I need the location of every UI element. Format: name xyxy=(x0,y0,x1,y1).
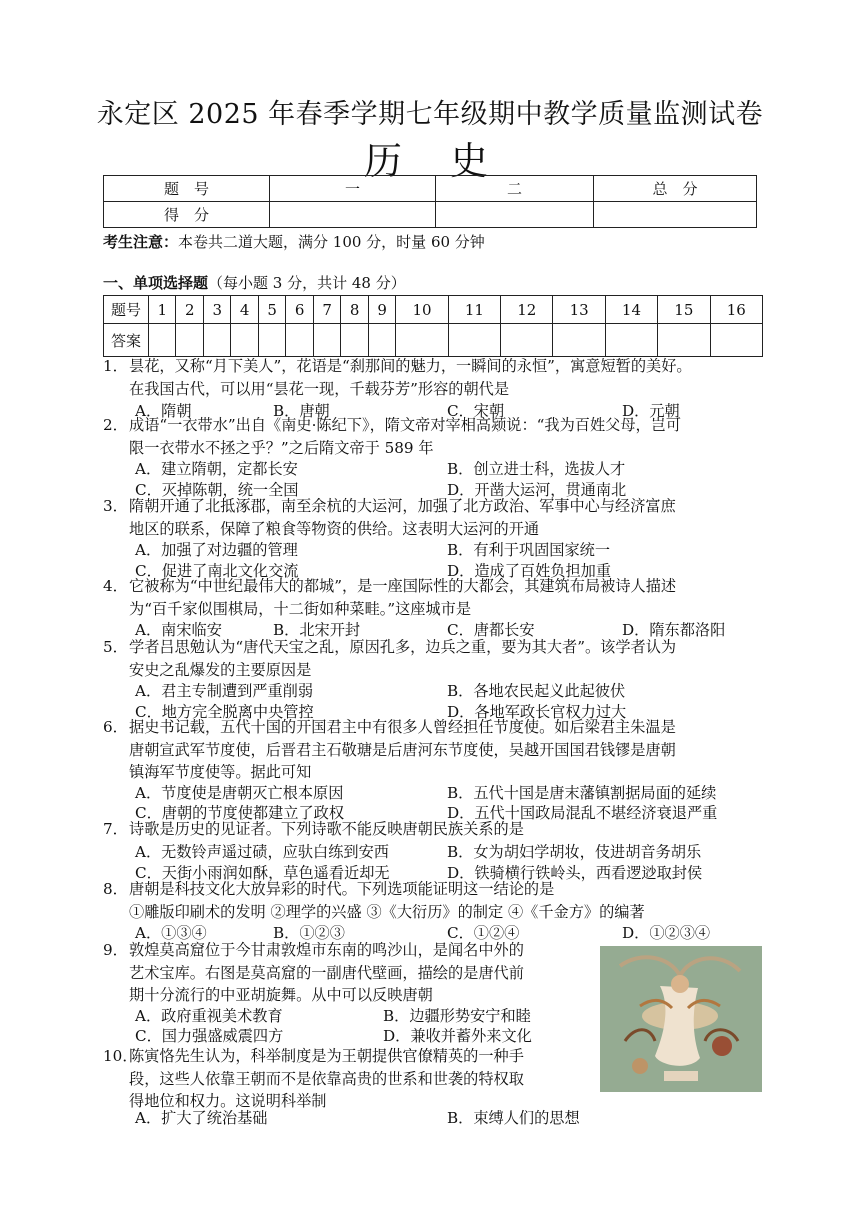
dunhuang-mural-image xyxy=(600,946,762,1092)
option[interactable]: D．五代十国政局混乱不堪经济衰退严重 xyxy=(447,804,718,822)
section-heading xyxy=(103,272,406,293)
score-table-cell: 题 号 xyxy=(104,176,270,202)
option[interactable]: B．①②③ xyxy=(273,924,345,942)
answer-cell[interactable] xyxy=(605,324,657,357)
answer-table-label: 答案 xyxy=(104,324,149,357)
question-number-cell: 2 xyxy=(176,296,203,324)
notice-label: 考生注意： xyxy=(103,233,179,251)
option[interactable]: C．唐朝的节度使都建立了政权 xyxy=(135,804,345,822)
question-text: 诗歌是历史的见证者。下列诗歌不能反映唐朝民族关系的是 xyxy=(129,820,524,838)
answer-cell[interactable] xyxy=(258,324,285,357)
option[interactable]: B．北宋开封 xyxy=(273,621,361,639)
question-text: 期十分流行的中亚胡旋舞。从中可以反映唐朝 xyxy=(129,986,433,1004)
question-number-cell: 8 xyxy=(341,296,368,324)
question-number-cell: 10 xyxy=(396,296,448,324)
question-number: 3． xyxy=(103,497,128,515)
question-number-cell: 5 xyxy=(258,296,285,324)
question-text: 唐朝宣武军节度使，后晋君主石敬瑭是后唐河东节度使，吴越开国国君钱镠是唐朝 xyxy=(129,740,676,759)
question-number-cell: 13 xyxy=(553,296,605,324)
answer-cell[interactable] xyxy=(341,324,368,357)
option[interactable]: C．促进了南北文化交流 xyxy=(135,562,299,580)
option[interactable]: A．扩大了统治基础 xyxy=(135,1109,268,1127)
option[interactable]: D．铁骑横行铁岭头，西看逻逤取封侯 xyxy=(447,864,703,882)
score-table-cell: 一 xyxy=(270,176,436,202)
answer-cell[interactable] xyxy=(286,324,313,357)
option[interactable]: A．君主专制遭到严重削弱 xyxy=(135,682,314,700)
question-number-cell: 9 xyxy=(368,296,395,324)
notice-text: 本卷共二道大题，满分 100 分，时量 60 分钟 xyxy=(178,233,485,251)
option[interactable]: B．五代十国是唐末藩镇割据局面的延续 xyxy=(447,784,717,802)
option[interactable]: B．女为胡妇学胡妆，伎进胡音务胡乐 xyxy=(447,843,702,861)
question-number: 6． xyxy=(103,718,128,736)
section-title: 一、单项选择题 xyxy=(103,274,209,292)
option[interactable]: C．灭掉陈朝，统一全国 xyxy=(135,481,299,499)
question-7 xyxy=(103,818,763,841)
question-number-cell: 14 xyxy=(605,296,657,324)
score-input-cell[interactable] xyxy=(270,202,436,228)
option[interactable]: D．造成了百姓负担加重 xyxy=(447,562,612,580)
question-number-cell: 3 xyxy=(203,296,230,324)
question-text: 昙花，又称“月下美人”，花语是“刹那间的魅力，一瞬间的永恒”，寓意短暂的美好。 xyxy=(129,357,692,375)
subject-title: 历史 xyxy=(363,139,536,183)
option[interactable]: B．唐朝 xyxy=(273,402,330,420)
option[interactable]: C．地方完全脱离中央管控 xyxy=(135,703,314,721)
question-9 xyxy=(103,939,598,1007)
section-note: （每小题 3 分，共计 48 分） xyxy=(208,274,406,292)
question-4 xyxy=(103,575,763,620)
score-table-cell: 得 分 xyxy=(104,202,270,228)
answer-cell[interactable] xyxy=(313,324,340,357)
answer-cell[interactable] xyxy=(448,324,500,357)
answer-cell[interactable] xyxy=(203,324,230,357)
option[interactable]: B．边疆形势安宁和睦 xyxy=(383,1007,531,1025)
answer-table-label: 题号 xyxy=(104,296,149,324)
question-number: 9． xyxy=(103,941,128,959)
option[interactable]: C．①②④ xyxy=(447,924,520,942)
question-text: 唐朝是科技文化大放异彩的时代。下列选项能证明这一结论的是 xyxy=(129,880,555,898)
option[interactable]: C．宋朝 xyxy=(447,402,505,420)
exam-title: 永定区 2025 年春季学期七年级期中教学质量监测试卷 xyxy=(96,99,764,130)
question-number: 8． xyxy=(103,880,128,898)
question-8 xyxy=(103,878,763,923)
question-text: 段，这些人依靠王朝而不是依靠高贵的世系和世袭的特权取 xyxy=(129,1069,524,1088)
question-text: 学者吕思勉认为“唐代天宝之乱，原因孔多，边兵之重，要为其大者”。该学者认为 xyxy=(129,638,677,656)
option[interactable]: C．唐都长安 xyxy=(447,621,535,639)
question-number-cell: 6 xyxy=(286,296,313,324)
question-text: 限一衣带水不拯之乎？”之后隋文帝于 589 年 xyxy=(129,438,434,457)
question-text: 在我国古代，可以用“昙花一现，千载芬芳”形容的朝代是 xyxy=(129,379,510,398)
question-number: 7． xyxy=(103,820,128,838)
answer-cell[interactable] xyxy=(231,324,258,357)
answer-cell[interactable] xyxy=(553,324,605,357)
option[interactable]: A．南宋临安 xyxy=(135,621,222,639)
option[interactable]: B．创立进士科，选拔人才 xyxy=(447,460,626,478)
question-2 xyxy=(103,414,763,459)
question-text: 敦煌莫高窟位于今甘肃敦煌市东南的鸣沙山，是闻名中外的 xyxy=(129,941,524,959)
exam-notice xyxy=(103,231,485,252)
option[interactable]: D．开凿大运河，贯通南北 xyxy=(447,481,627,499)
score-table-cell: 二 xyxy=(436,176,594,202)
answer-cell[interactable] xyxy=(368,324,395,357)
option[interactable]: B．有利于巩固国家统一 xyxy=(447,541,611,559)
answer-cell[interactable] xyxy=(176,324,203,357)
question-number-cell: 1 xyxy=(149,296,176,324)
option[interactable]: A．建立隋朝，定都长安 xyxy=(135,460,298,478)
option[interactable]: D．①②③④ xyxy=(622,924,711,942)
score-input-cell[interactable] xyxy=(436,202,594,228)
question-text: 得地位和权力。这说明科举制 xyxy=(129,1092,327,1110)
question-text: 隋朝开通了北抵涿郡，南至余杭的大运河，加强了北方政治、军事中心与经济富庶 xyxy=(129,497,676,515)
score-input-cell[interactable] xyxy=(594,202,757,228)
option[interactable]: C．天街小雨润如酥，草色遥看近却无 xyxy=(135,864,390,882)
question-6 xyxy=(103,716,763,784)
question-text: 据史书记载，五代十国的开国君主中有很多人曾经担任节度使。如后梁君主朱温是 xyxy=(129,718,676,736)
question-number: 2． xyxy=(103,416,128,434)
question-1 xyxy=(103,355,763,400)
option[interactable]: A．无数铃声遥过碛，应驮白练到安西 xyxy=(135,843,389,861)
question-10 xyxy=(103,1045,598,1113)
question-number-cell: 4 xyxy=(231,296,258,324)
question-text: 成语“一衣带水”出自《南史·陈纪下》，隋文帝对宰相高颎说：“我为百姓父母，岂可 xyxy=(129,416,682,434)
answer-cell[interactable] xyxy=(501,324,553,357)
option[interactable]: B．各地农民起义此起彼伏 xyxy=(447,682,626,700)
question-5 xyxy=(103,636,763,681)
option[interactable]: D．兼收并蓄外来文化 xyxy=(383,1027,532,1045)
answer-cell[interactable] xyxy=(710,324,762,357)
question-number-cell: 12 xyxy=(501,296,553,324)
question-number: 4． xyxy=(103,577,128,595)
question-number-cell: 11 xyxy=(448,296,500,324)
question-text: 为“百千家似围棋局，十二街如种菜畦。”这座城市是 xyxy=(129,599,472,618)
option[interactable]: A．隋朝 xyxy=(135,402,192,420)
question-text: 地区的联系，保障了粮食等物资的供给。这表明大运河的开通 xyxy=(129,519,540,538)
option[interactable]: D．各地军政长官权力过大 xyxy=(447,703,627,721)
score-table-cell: 总 分 xyxy=(594,176,757,202)
question-number: 1． xyxy=(103,357,128,375)
question-3 xyxy=(103,495,763,540)
question-text: 艺术宝库。右图是莫高窟的一副唐代壁画，描绘的是唐代前 xyxy=(129,963,524,982)
question-text: ①雕版印刷术的发明 ②理学的兴盛 ③《大衍历》的制定 ④《千金方》的编著 xyxy=(129,902,645,921)
question-number-cell: 16 xyxy=(710,296,762,324)
question-text: 它被称为“中世纪最伟大的都城”，是一座国际性的大都会，其建筑布局被诗人描述 xyxy=(129,577,677,595)
option[interactable]: A．政府重视美术教育 xyxy=(135,1007,283,1025)
option[interactable]: D．元朝 xyxy=(622,402,680,420)
option[interactable]: A．节度使是唐朝灭亡根本原因 xyxy=(135,784,344,802)
question-number: 5． xyxy=(103,638,128,656)
option[interactable]: B．束缚人们的思想 xyxy=(447,1109,580,1127)
question-number: 10． xyxy=(103,1047,138,1065)
score-table xyxy=(103,175,757,228)
question-number-cell: 7 xyxy=(313,296,340,324)
option[interactable]: D．隋东都洛阳 xyxy=(622,621,726,639)
question-text: 镇海军节度使等。据此可知 xyxy=(129,763,312,781)
option[interactable]: A．①③④ xyxy=(135,924,207,942)
answer-cell[interactable] xyxy=(149,324,176,357)
question-number-cell: 15 xyxy=(658,296,710,324)
answer-table xyxy=(103,295,763,357)
question-text: 安史之乱爆发的主要原因是 xyxy=(129,660,312,679)
option[interactable]: A．加强了对边疆的管理 xyxy=(135,541,298,559)
option[interactable]: C．国力强盛威震四方 xyxy=(135,1027,284,1045)
answer-cell[interactable] xyxy=(658,324,710,357)
question-text: 陈寅恪先生认为，科举制度是为王朝提供官僚精英的一种手 xyxy=(129,1047,524,1065)
answer-cell[interactable] xyxy=(396,324,448,357)
